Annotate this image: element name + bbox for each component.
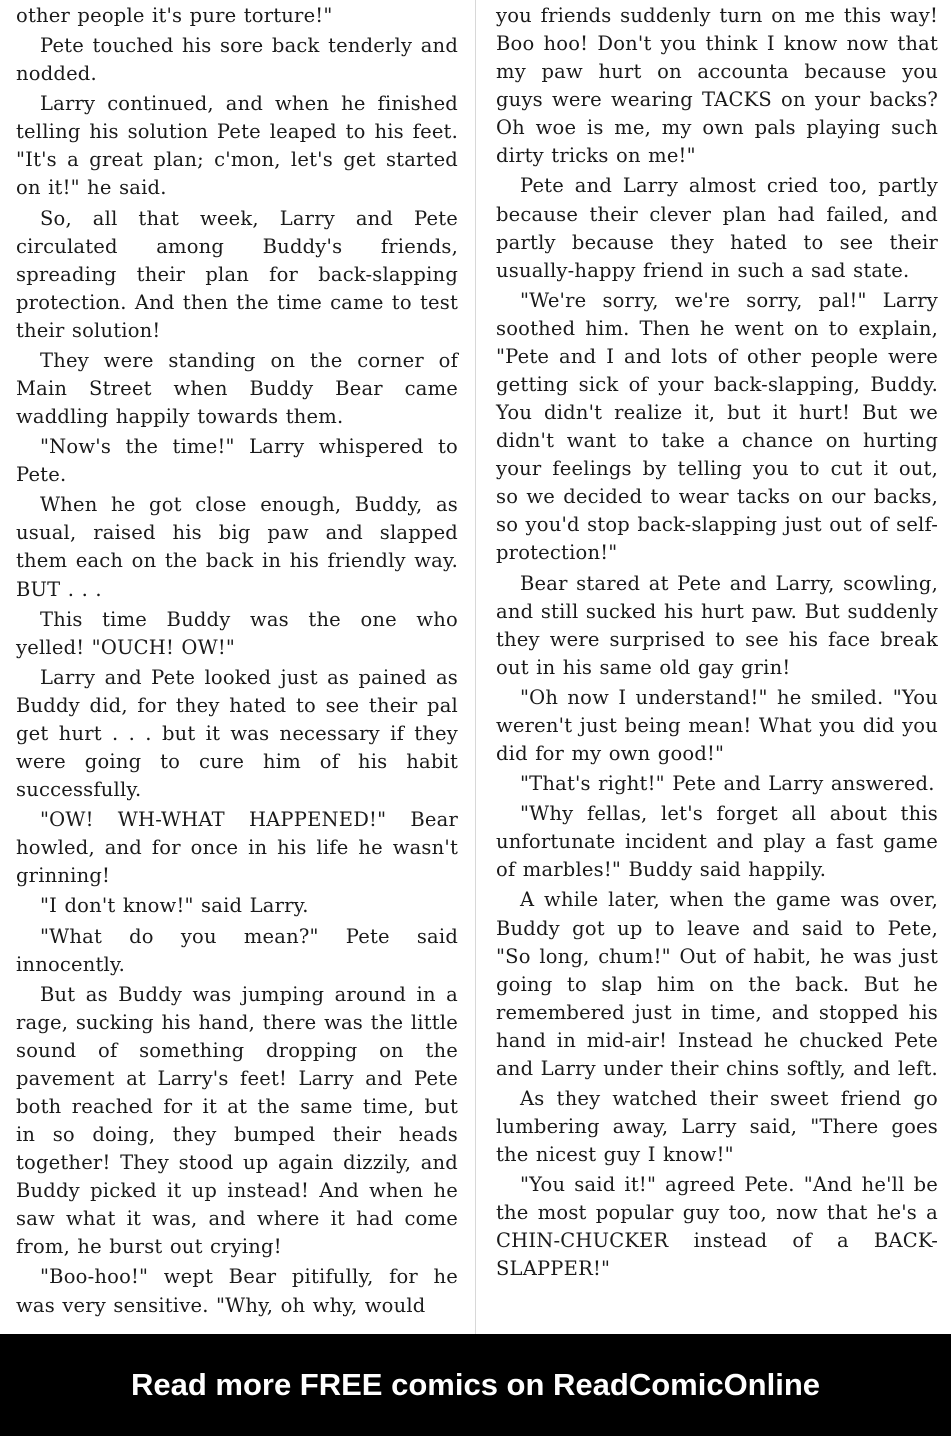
story-paragraph: This time Buddy was the one who yelled! "OUCH! OW!" bbox=[16, 607, 458, 659]
story-paragraph: "OW! WH-WHAT HAPPENED!" Bear howled, and for once in his life he wasn't grinning! bbox=[16, 808, 458, 888]
right-text-column bbox=[496, 2, 938, 1286]
story-paragraph: Larry and Pete looked just as pained as Buddy did, for they hated to see their pal get hurt . . . but it was necessary if they were going to cure him of his habit successfully. bbox=[16, 665, 458, 802]
story-paragraph: A while later, when the game was over, Buddy got up to leave and said to Pete, "So long, chum!" Out of habit, he was just going to slap him on the back. But he remembered just in time, and stopped his hand in mid-air! Instead he chucked Pete and Larry under their chins softly, and left. bbox=[496, 888, 938, 1080]
story-paragraph: Bear stared at Pete and Larry, scowling, and still sucked his hurt paw. But suddenly they were surprised to see his face break out in his same old gay grin! bbox=[496, 571, 938, 679]
left-text-column bbox=[16, 2, 458, 1322]
story-paragraph: "What do you mean?" Pete said innocently. bbox=[16, 924, 458, 976]
story-paragraph: As they watched their sweet friend go lumbering away, Larry said, "There goes the nicest guy I know!" bbox=[496, 1086, 938, 1167]
story-paragraph: But as Buddy was jumping around in a rage, sucking his hand, there was the little sound of something dropping on the pavement at Larry's feet! Larry and Pete both reached for it at the same time, but in so doing, they bumped their heads together! They stood up again dizzily, and Buddy picked it up instead! And when he saw what it was, and where it had come from, he burst out crying! bbox=[16, 982, 458, 1259]
story-paragraph: When he got close enough, Buddy, as usual, raised his big paw and slapped them each on the back in his friendly way. BUT . . . bbox=[16, 493, 458, 601]
story-paragraph: "That's right!" Pete and Larry answered. bbox=[520, 772, 935, 796]
story-paragraph: So, all that week, Larry and Pete circulated among Buddy's friends, spreading their plan for back-slapping protection. And then the time came to test their solution! bbox=[16, 206, 458, 342]
story-paragraph: They were standing on the corner of Main Street when Buddy Bear came waddling happily towards them. bbox=[16, 348, 458, 429]
story-paragraph: other people it's pure torture!" bbox=[16, 4, 333, 27]
story-paragraph: "Oh now I understand!" he smiled. "You weren't just being mean! What you did you did for my own good!" bbox=[496, 685, 938, 766]
story-paragraph: Pete touched his sore back tenderly and nodded. bbox=[16, 34, 458, 86]
story-paragraph: "We're sorry, we're sorry, pal!" Larry soothed him. Then he went on to explain, "Pete and I and lots of other people were getting sick of your back-slapping, Buddy. You didn't realize it, but it hurt! But we didn't want to take a chance on hurting your feelings by telling you to cut it out, so we decided to wear tacks on our backs, so you'd stop back-slapping just out of self-protection!" bbox=[496, 288, 939, 565]
story-paragraph: "Why fellas, let's forget all about this unfortunate incident and play a fast game of marbles!" Buddy said happily. bbox=[496, 802, 938, 882]
story-paragraph: "Boo-hoo!" wept Bear pitifully, for he was very sensitive. "Why, oh why, would bbox=[16, 1265, 458, 1317]
story-paragraph: "I don't know!" said Larry. bbox=[40, 894, 309, 918]
story-paragraph: Larry continued, and when he finished telling his solution Pete leaped to his feet. "It's a great plan; c'mon, let's get started on it!" he said. bbox=[16, 92, 458, 200]
column-gutter bbox=[475, 0, 476, 1334]
story-paragraph: Pete and Larry almost cried too, partly because their clever plan had failed, and partly because they hated to see their usually-happy friend in such a sad state. bbox=[496, 174, 938, 282]
story-paragraph: "You said it!" agreed Pete. "And he'll be the most popular guy too, now that he's a CHIN-CHUCKER instead of a BACK-SLAPPER!" bbox=[496, 1173, 938, 1281]
promo-banner-text[interactable]: Read more FREE comics on ReadComicOnline bbox=[130, 1367, 821, 1402]
story-paragraph: you friends suddenly turn on me this way! Boo hoo! Don't you think I know now that my paw hurt on accounta because you guys were wearing TACKS on your backs? Oh woe is me, my own pals playing such dirty tricks on me!" bbox=[496, 4, 938, 168]
promo-banner[interactable] bbox=[0, 1334, 951, 1436]
story-paragraph: "Now's the time!" Larry whispered to Pete. bbox=[16, 435, 458, 487]
